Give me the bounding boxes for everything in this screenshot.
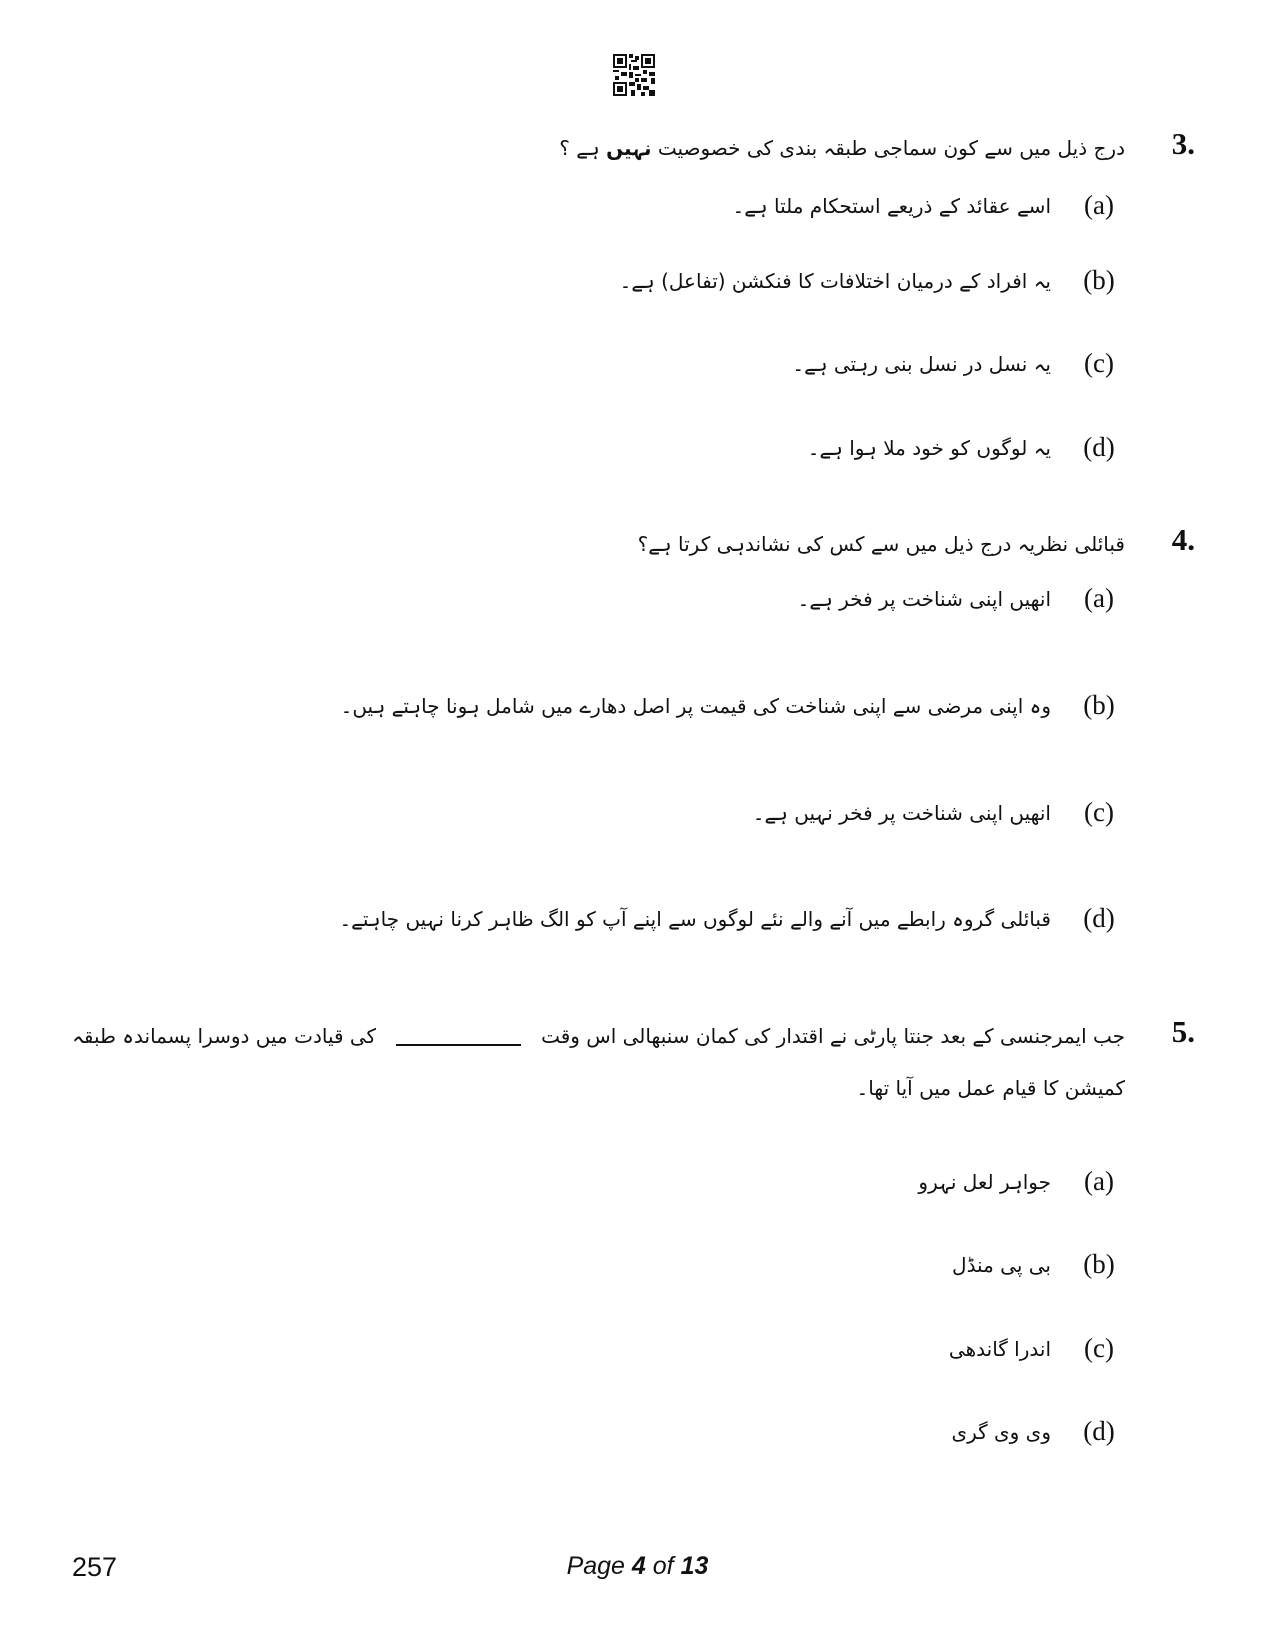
option-label: (a) — [1084, 190, 1114, 220]
option-text: قبائلی گروہ رابطے میں آنے والے نئے لوگوں سے اپنے آپ کو الگ ظاہر کرنا نہیں چاہتے۔ — [339, 906, 1051, 931]
option-label: (d) — [1083, 432, 1115, 462]
page-of: of — [652, 1552, 674, 1580]
option-label: (b) — [1083, 265, 1115, 295]
option-label: (b) — [1083, 1249, 1115, 1279]
question-4-number: 4. — [1171, 522, 1195, 557]
question-4-option-d — [339, 903, 1125, 947]
option-label: (c) — [1084, 1333, 1114, 1363]
option-text: جواہر لعل نہرو — [918, 1169, 1051, 1194]
option-text: انھیں اپنی شناخت پر فخر ہے۔ — [797, 586, 1051, 611]
fill-in-blank — [396, 1030, 521, 1046]
question-5-line-2: کمیشن کا قیام عمل میں آیا تھا۔ — [856, 1076, 1125, 1100]
option-text: انھیں اپنی شناخت پر فخر نہیں ہے۔ — [752, 800, 1051, 825]
question-4-text: قبائلی نظریہ درج ذیل میں سے کس کی نشاندہی کرتا ہے؟ — [637, 532, 1125, 556]
question-5-option-b — [952, 1249, 1125, 1293]
option-text: اسے عقائد کے ذریعے استحکام ملتا ہے۔ — [732, 193, 1051, 218]
paper-code: 257 — [72, 1552, 118, 1582]
page-prefix: Page — [566, 1552, 625, 1580]
question-5-line-1 — [72, 1008, 1125, 1064]
question-5-number: 5. — [1171, 1014, 1195, 1049]
question-3-option-a — [732, 190, 1125, 234]
question-5-option-d — [951, 1416, 1125, 1460]
option-text: وہ اپنی مرضی سے اپنی شناخت کی قیمت پر اصل دھارے میں شامل ہونا چاہتے ہیں۔ — [340, 693, 1051, 718]
question-3-text — [559, 120, 1125, 176]
option-label: (a) — [1084, 1166, 1114, 1196]
option-text: یہ افراد کے درمیان اختلافات کا فنکشن (تفاعل) ہے۔ — [619, 268, 1051, 293]
option-label: (a) — [1084, 583, 1114, 613]
option-label: (c) — [1084, 348, 1114, 378]
option-label: (d) — [1083, 1416, 1115, 1446]
question-4-option-b — [341, 690, 1125, 734]
option-label: (d) — [1083, 903, 1115, 933]
question-3-emphasis: نہیں — [606, 136, 652, 160]
question-5-text-part1: جب ایمرجنسی کے بعد جنتا پارٹی نے اقتدار کی کمان سنبھالی اس وقت — [541, 1024, 1125, 1048]
option-text: وی وی گری — [951, 1419, 1051, 1444]
page-number — [0, 1552, 1275, 1581]
option-text: یہ نسل در نسل بنی رہتی ہے۔ — [792, 351, 1051, 376]
question-5-option-c — [949, 1333, 1125, 1377]
option-label: (b) — [1083, 690, 1115, 720]
question-3-number: 3. — [1171, 126, 1195, 161]
question-4-option-a — [798, 583, 1125, 627]
question-5-text-part2: کی قیادت میں دوسرا پسماندہ طبقہ — [72, 1024, 377, 1048]
question-3-option-b — [620, 265, 1125, 309]
question-5-option-a — [918, 1166, 1125, 1210]
qr-code-icon — [613, 54, 655, 96]
option-text: یہ لوگوں کو خود ملا ہوا ہے۔ — [807, 435, 1051, 460]
question-4-option-c — [753, 797, 1125, 841]
question-3-option-d — [808, 432, 1125, 476]
question-3-option-c — [792, 348, 1125, 392]
question-3-text-before: درج ذیل میں سے کون سماجی طبقہ بندی کی خصوصیت — [657, 136, 1125, 160]
option-label: (c) — [1084, 797, 1114, 827]
page-total: 13 — [680, 1552, 709, 1580]
page-current: 4 — [631, 1552, 646, 1580]
option-text: اندرا گاندھی — [948, 1336, 1051, 1361]
option-text: بی پی منڈل — [952, 1252, 1051, 1277]
question-3-text-after: ہے ؟ — [559, 136, 600, 160]
